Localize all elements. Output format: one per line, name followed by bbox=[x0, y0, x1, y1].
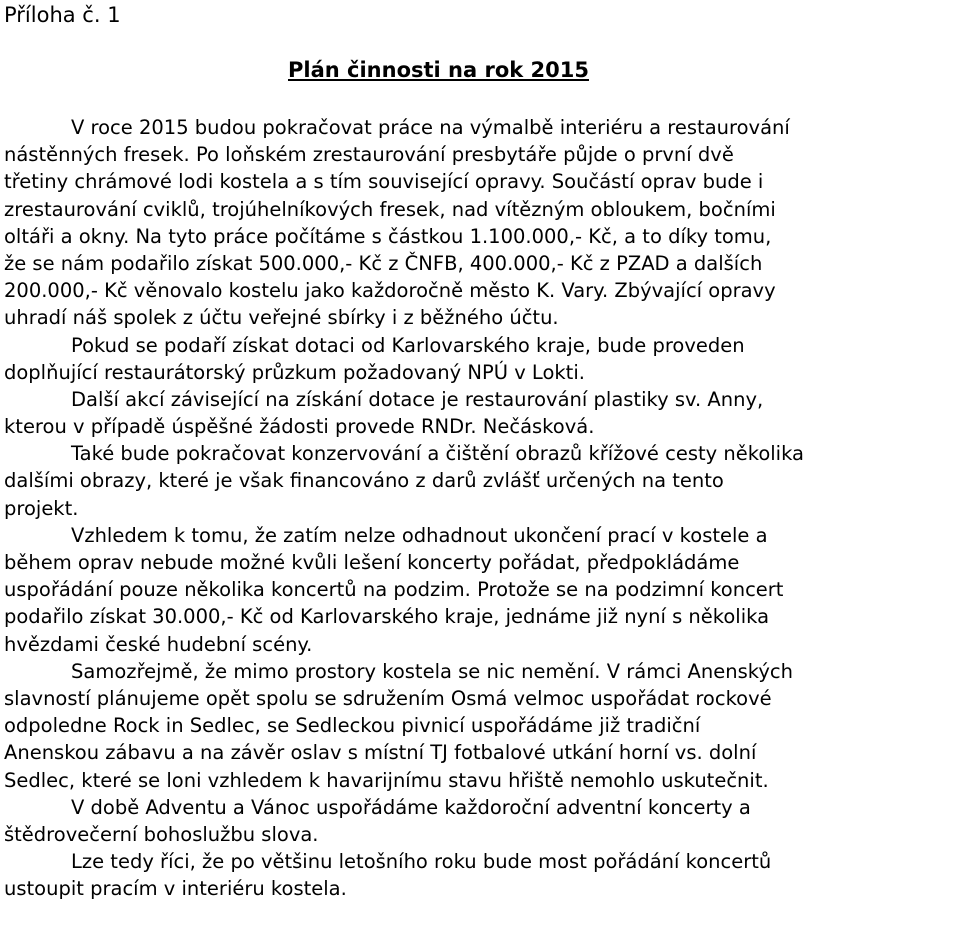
text-line: Vzhledem k tomu, že zatím nelze odhadnout ukončení prací v kostele a bbox=[71, 523, 768, 547]
appendix-label: Příloha č. 1 bbox=[4, 3, 121, 27]
text-line: podařilo získat 30.000,- Kč od Karlovarského kraje, jednáme již nyní s několika bbox=[4, 605, 770, 629]
text-line: štědrovečerní bohoslužbu slova. bbox=[4, 822, 319, 846]
text-line: Pokud se podaří získat dotaci od Karlovarského kraje, bude proveden bbox=[71, 333, 745, 357]
text-line: třetiny chrámové lodi kostela a s tím související opravy. Součástí oprav bude i bbox=[4, 170, 764, 194]
text-line: zrestaurování cviklů, trojúhelníkových fresek, nad vítězným obloukem, bočními bbox=[4, 197, 776, 221]
text-line: Anenskou zábavu a na závěr oslav s místní TJ fotbalové utkání horní vs. dolní bbox=[4, 741, 757, 765]
text-line: slavností plánujeme opět spolu se sdružením Osmá velmoc uspořádat rockové bbox=[4, 686, 772, 710]
text-line: uspořádání pouze několika koncertů na podzim. Protože se na podzimní koncert bbox=[4, 578, 784, 602]
text-line: dalšími obrazy, které je však financováno z darů zvlášť určených na tento bbox=[4, 469, 724, 493]
text-line: V době Adventu a Vánoc uspořádáme každoroční adventní koncerty a bbox=[71, 795, 751, 819]
text-line: odpoledne Rock in Sedlec, se Sedleckou pivnicí uspořádáme již tradiční bbox=[4, 714, 701, 738]
text-line: uhradí náš spolek z účtu veřejné sbírky i z běžného účtu. bbox=[4, 306, 559, 330]
text-line: ustoupit pracím v interiéru kostela. bbox=[4, 877, 347, 901]
text-line: 200.000,- Kč věnovalo kostelu jako každoročně město K. Vary. Zbývající opravy bbox=[4, 279, 776, 303]
text-line: nástěnných fresek. Po loňském zrestaurování presbytáře půjde o první dvě bbox=[4, 143, 734, 167]
text-line: V roce 2015 budou pokračovat práce na výmalbě interiéru a restaurování bbox=[71, 116, 790, 139]
text-line: Další akcí závisející na získání dotace je restaurování plastiky sv. Anny, bbox=[71, 387, 764, 411]
text-line: oltáři a okny. Na tyto práce počítáme s částkou 1.100.000,- Kč, a to díky tomu, bbox=[4, 224, 772, 248]
text-line: kterou v případě úspěšné žádosti provede RNDr. Nečásková. bbox=[4, 415, 595, 439]
text-line: projekt. bbox=[4, 496, 79, 520]
text-line: Lze tedy říci, že po většinu letošního roku bude most pořádání koncertů bbox=[71, 850, 772, 874]
text-line: během oprav nebude možné kvůli lešení koncerty pořádat, předpokládáme bbox=[4, 551, 740, 574]
document-title: Plán činnosti na rok 2015 bbox=[288, 58, 589, 82]
text-line: Samozřejmě, že mimo prostory kostela se nic nemění. V rámci Anenských bbox=[71, 659, 793, 683]
document-body bbox=[4, 114, 960, 902]
text-line: Také bude pokračovat konzervování a čištění obrazů křížové cesty několika bbox=[71, 442, 805, 466]
text-line: Sedlec, které se loni vzhledem k havarijnímu stavu hřiště nemohlo uskutečnit. bbox=[4, 768, 769, 792]
text-line: doplňující restaurátorský průzkum požadovaný NPÚ v Lokti. bbox=[4, 360, 585, 384]
text-line: že se nám podařilo získat 500.000,- Kč z ČNFB, 400.000,- Kč z PZAD a dalších bbox=[4, 251, 763, 275]
text-line: hvězdami české hudební scény. bbox=[4, 632, 313, 656]
